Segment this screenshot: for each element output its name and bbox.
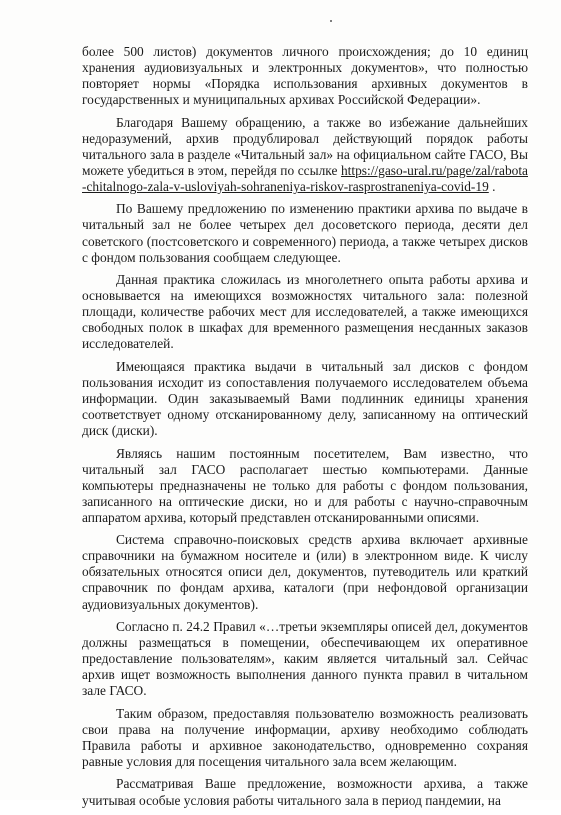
- paragraph-computers: Являясь нашим постоянным посетителем, Вам известно, что читальный зал ГАСО располагает шестью компьютерами. Данные компьютеры предназначены не только для работы с фондом пользования, записанного на оптические диски, но и для работы с научно-справочным аппаратом архива, который представлен отсканированными описями.: [82, 445, 528, 525]
- paragraph-continuation: более 500 листов) документов личного происхождения; до 10 единиц хранения аудиовизуальных и электронных документов», что полностью повторяет нормы «Порядка использования архивных документов в государственных и муниципальных архивах Российской Федерации».: [82, 44, 528, 108]
- paragraph-considering: Рассматривая Ваше предложение, возможности архива, а также учитывая особые условия работы читального зала в период пандемии, на: [82, 776, 528, 808]
- scan-speck: [330, 20, 332, 22]
- paragraph-conclusion: Таким образом, предоставляя пользователю возможность реализовать свои права на получение информации, архиву необходимо соблюдать Правила работы и архивное законодательство, одновременно сохраняя равные условия для посещения читального зала всем желающим.: [82, 705, 528, 769]
- paragraph-proposal: По Вашему предложению по изменению практики архива по выдаче в читальный зал не более четырех дел досоветского периода, десяти дел советского (постсоветского и современного) периода, а также четырех дисков с фондом пользования сообщаем следующее.: [82, 201, 528, 265]
- paragraph-gratitude-text: Благодаря Вашему обращению, а также во избежание дальнейших недоразумений, архив продублировал действующий порядок работы читального зала в разделе «Читальный зал» на официальном сайте ГАСО, Вы можете убедиться в этом, перейдя по ссылке: [82, 114, 528, 178]
- link-suffix: .: [488, 178, 496, 194]
- paragraph-discs: Имеющаяся практика выдачи в читальный зал дисков с фондом пользования исходит из сопоставления получаемого исследователем объема информации. Один заказываемый Вами подлинник единицы хранения соответствует одному отсканированному делу, записанному на оптический диск (диски).: [82, 358, 528, 439]
- reading-room-link[interactable]: https://gaso-ural.ru/page/zal/rabota-chitalnogo-zala-v-usloviyah-sohraneniya-riskov-rasprostraneniya-covid-19: [82, 162, 528, 194]
- paragraph-gratitude: [82, 115, 528, 195]
- paragraph-reference-system: Система справочно-поисковых средств архива включает архивные справочники на бумажном носителе и (или) в электронном виде. К числу обязательных относятся описи дел, документов, путеводитель или краткий справочник по фондам архива, каталоги (при нефондовой организации аудиовизуальных документов).: [82, 532, 528, 612]
- paragraph-practice: Данная практика сложилась из многолетнего опыта работы архива и основывается на имеющихся возможностях читального зала: полезной площади, количестве рабочих мест для исследователей, а также имеющихся свободных полок в шкафах для временного размещения несданных заказов исследователей.: [82, 272, 528, 352]
- document-body: [82, 44, 528, 815]
- paragraph-rules: Согласно п. 24.2 Правил «…третьи экземпляры описей дел, документов должны размещаться в помещении, обеспечивающем их оперативное предоставление пользователям», каким является читальный зал. Сейчас архив ищет возможность выполнения данного пункта правил в читальном зале ГАСО.: [82, 619, 528, 699]
